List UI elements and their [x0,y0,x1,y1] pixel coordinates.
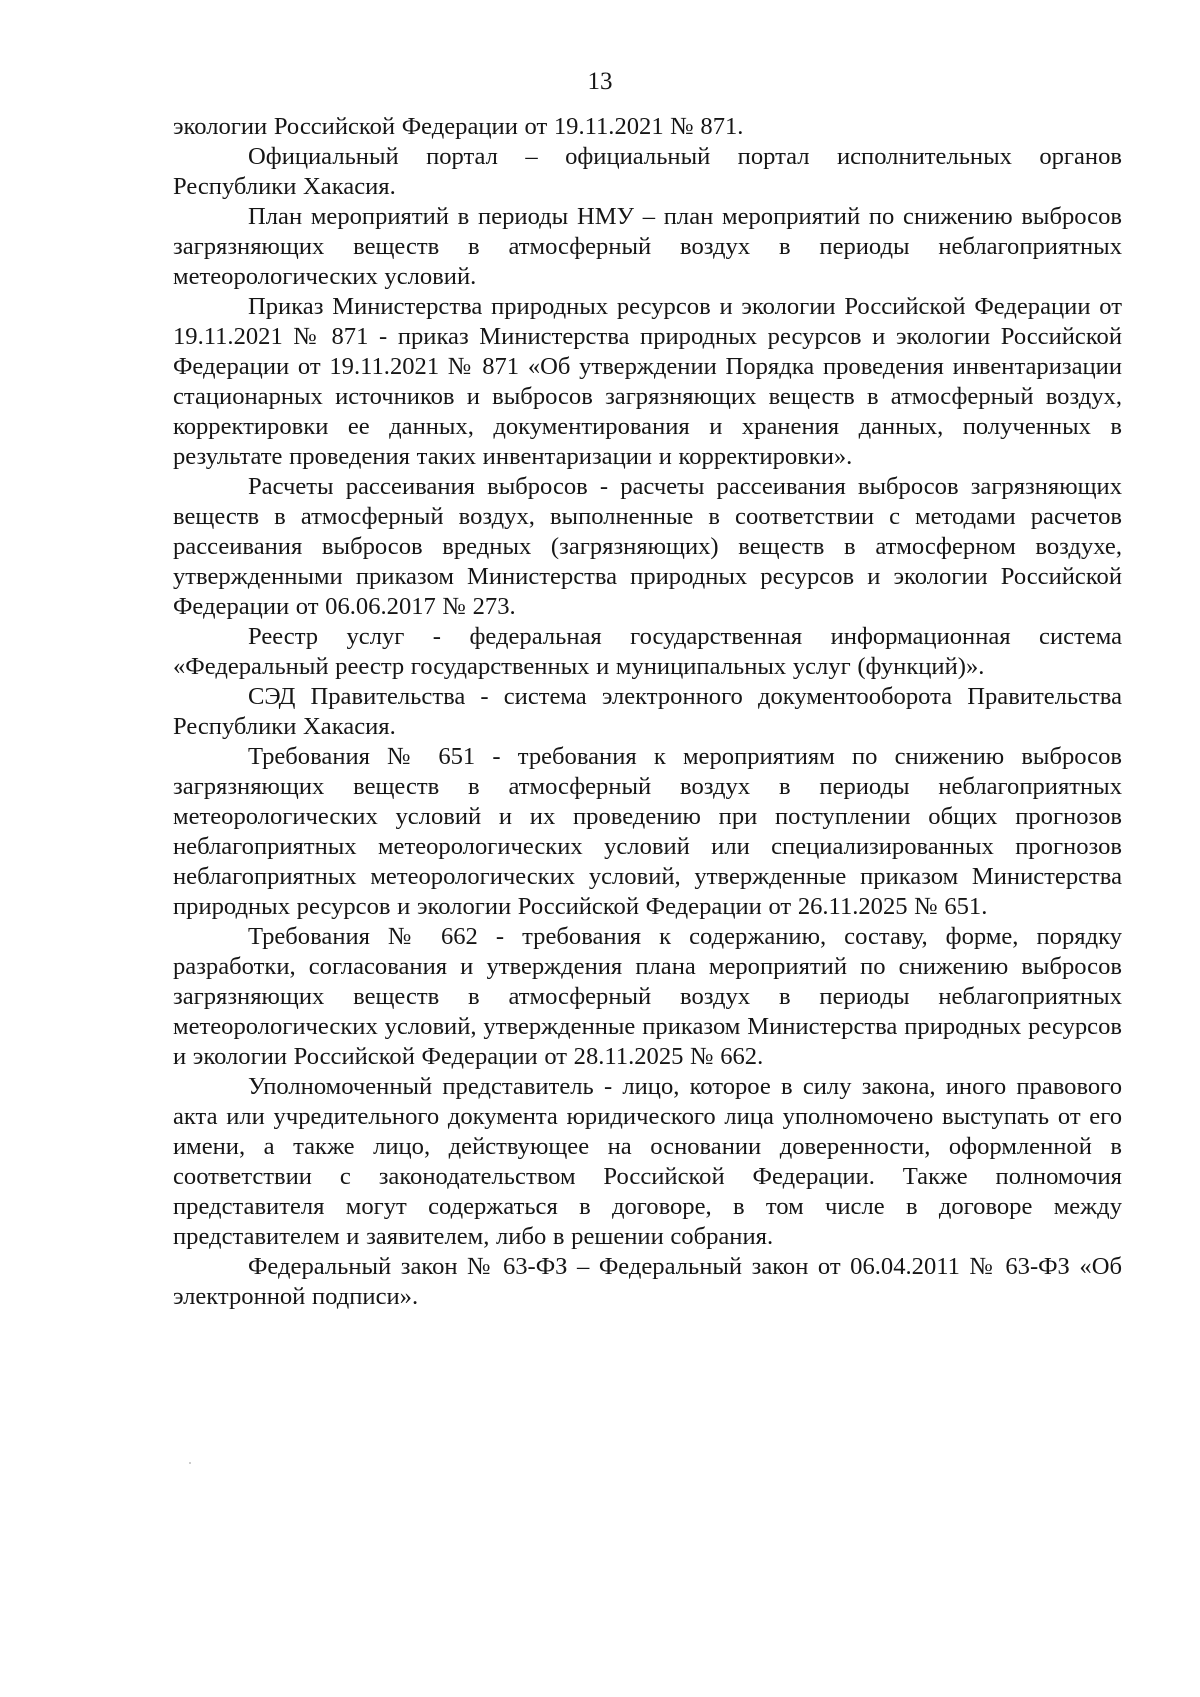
page-number: 13 [587,68,613,95]
document-body [173,112,1122,1312]
definition-sed-government: СЭД Правительства - система электронного документооборота Правительства Республики Хакасия. [173,683,1122,740]
scan-speck [189,1462,191,1464]
paragraph-continuation: экологии Российской Федерации от 19.11.2021 № 871. [173,113,744,140]
definition-dispersion-calculations: Расчеты рассеивания выбросов - расчеты рассеивания выбросов загрязняющих веществ в атмосферный воздух, выполненные в соответствии с методами расчетов рассеивания выбросов вредных (загрязняющих) веществ в атмосферном воздухе, утвержденными приказом Министерства природных ресурсов и экологии Российской Федерации от 06.06.2017 № 273. [173,473,1122,620]
definition-requirements-662: Требования № 662 - требования к содержанию, составу, форме, порядку разработки, согласования и утверждения плана мероприятий по снижению выбросов загрязняющих веществ в атмосферный воздух в периоды неблагоприятных метеорологических условий, утвержденные приказом Министерства природных ресурсов и экологии Российской Федерации от 28.11.2025 № 662. [173,923,1122,1070]
definition-official-portal: Официальный портал – официальный портал исполнительных органов Республики Хакасия. [173,143,1122,200]
definition-federal-law-63: Федеральный закон № 63-ФЗ – Федеральный закон от 06.04.2011 № 63-ФЗ «Об электронной подписи». [173,1253,1122,1310]
definition-services-registry: Реестр услуг - федеральная государственная информационная система «Федеральный реестр государственных и муниципальных услуг (функций)». [173,623,1122,680]
definition-authorized-representative: Уполномоченный представитель - лицо, которое в силу закона, иного правового акта или учредительного документа юридического лица уполномочено выступать от его имени, а также лицо, действующее на основании доверенности, оформленной в соответствии с законодательством Российской Федерации. Также полномочия представителя могут содержаться в договоре, в том числе в договоре между представителем и заявителем, либо в решении собрания. [173,1073,1122,1250]
definition-requirements-651: Требования № 651 - требования к мероприятиям по снижению выбросов загрязняющих веществ в атмосферный воздух в периоды неблагоприятных метеорологических условий и их проведению при поступлении общих прогнозов неблагоприятных метеорологических условий или специализированных прогнозов неблагоприятных метеорологических условий, утвержденные приказом Министерства природных ресурсов и экологии Российской Федерации от 26.11.2025 № 651. [173,743,1122,920]
definition-order-871: Приказ Министерства природных ресурсов и экологии Российской Федерации от 19.11.2021 № 871 - приказ Министерства природных ресурсов и экологии Российской Федерации от 19.11.2021 № 871 «Об утверждении Порядка проведения инвентаризации стационарных источников и выбросов загрязняющих веществ в атмосферный воздух, корректировки ее данных, документирования и хранения данных, полученных в результате проведения таких инвентаризации и корректировки». [173,293,1122,470]
definition-nmu-plan: План мероприятий в периоды НМУ – план мероприятий по снижению выбросов загрязняющих веществ в атмосферный воздух в периоды неблагоприятных метеорологических условий. [173,203,1122,290]
